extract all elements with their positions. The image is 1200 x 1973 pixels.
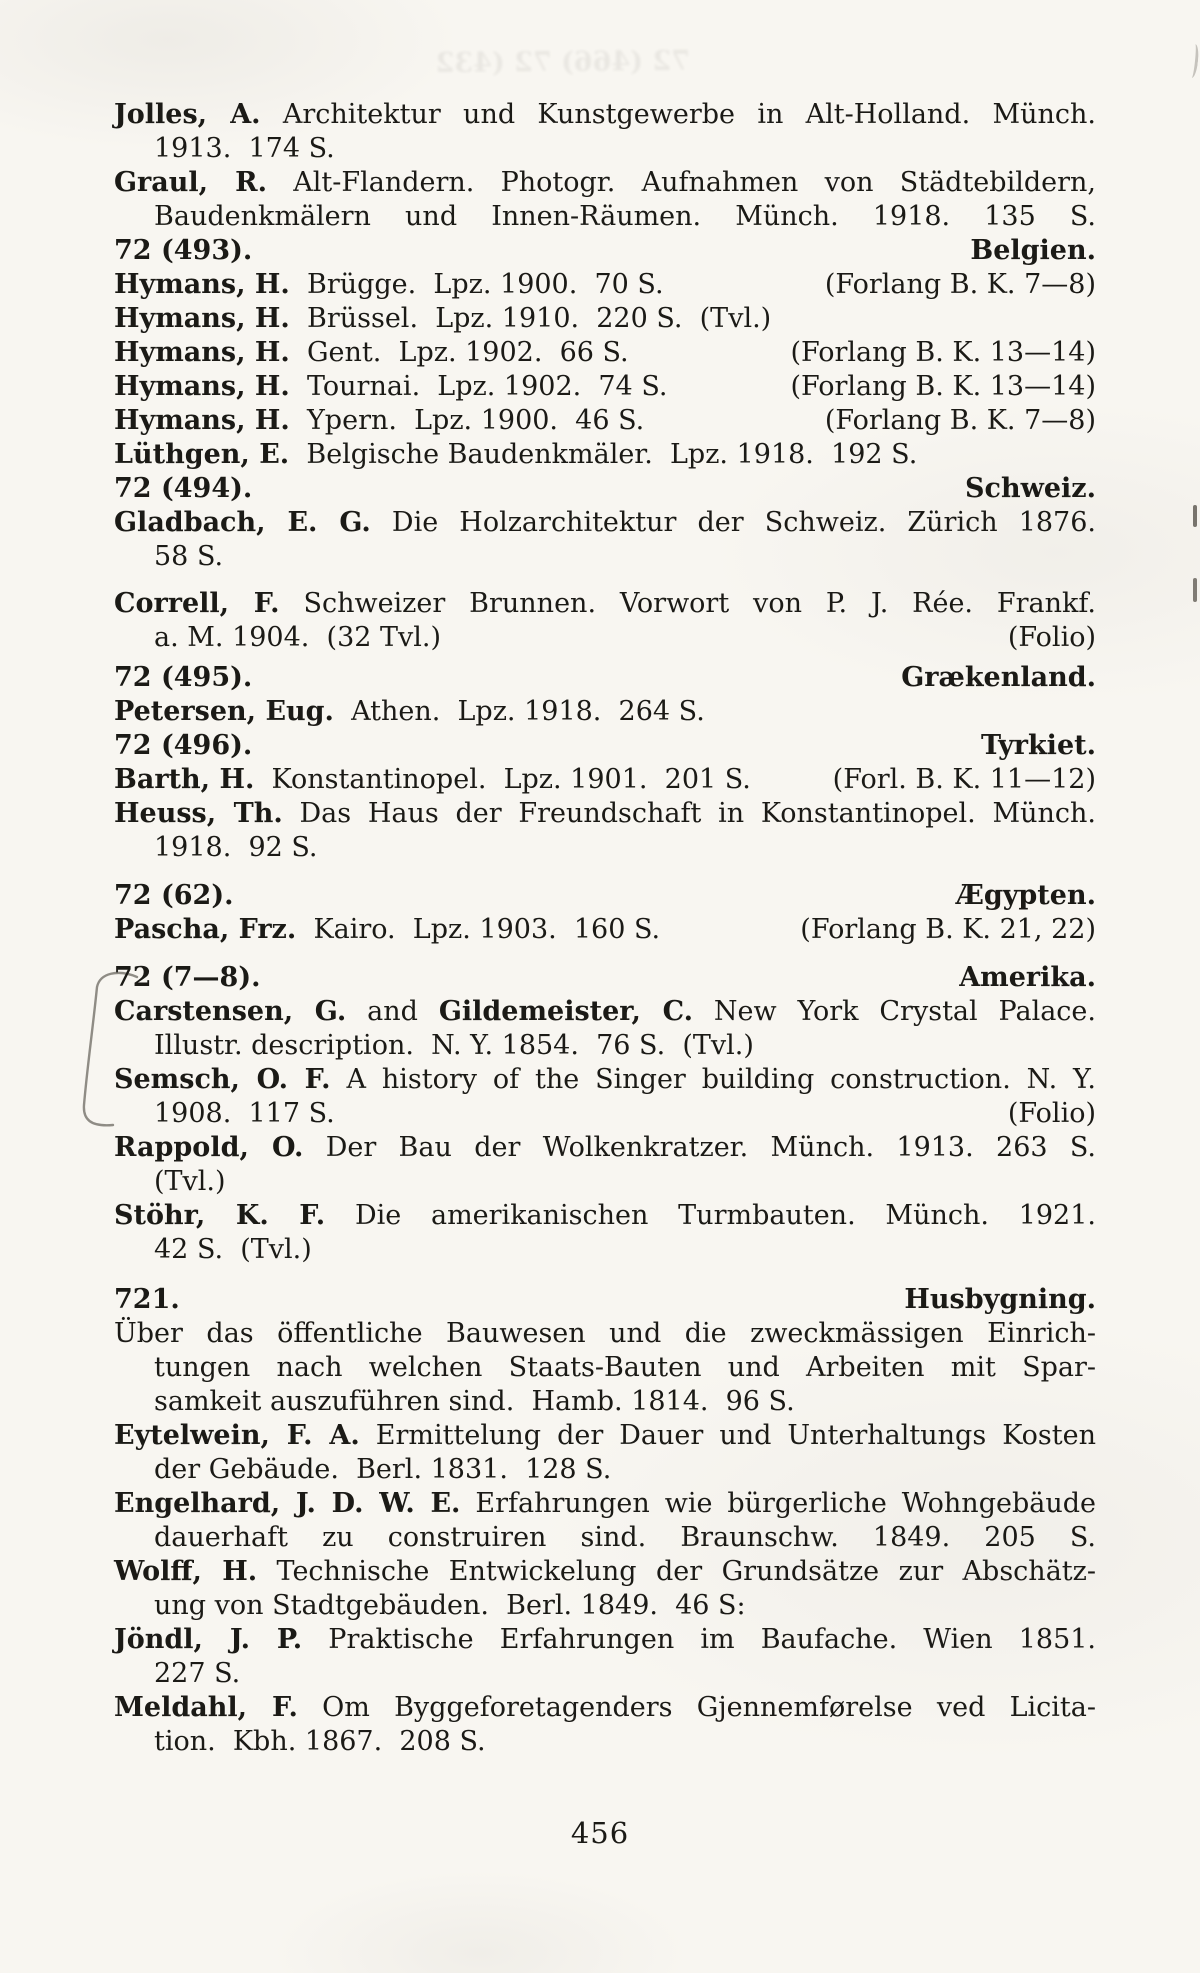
entry-line: [114, 1521, 1096, 1555]
page-number: 456: [570, 1816, 630, 1850]
entry-line: [114, 1317, 1096, 1351]
entry-line: [114, 1029, 1096, 1063]
reference-note: (Forlang B. K. 21, 22): [800, 914, 1096, 945]
entry-text: dauerhaft zu construiren sind. Braunschw. 1849. 205 S.: [154, 1522, 1096, 1553]
entry-line: [114, 98, 1096, 132]
line-left: [114, 336, 629, 370]
line-left: [114, 268, 664, 302]
section-region: Amerika.: [959, 962, 1096, 993]
entry-text: Om Byggeforetagenders Gjennemførelse ved Licita-: [297, 1692, 1096, 1723]
entry-text: Alt-Flandern. Photogr. Aufnahmen von Städtebildern,: [266, 167, 1096, 198]
author-name: Meldahl, F.: [114, 1692, 298, 1723]
entry-text: 42 S. (Tvl.): [154, 1234, 312, 1265]
section-region: Schweiz.: [965, 473, 1096, 504]
scan-edge-artifact: [1193, 505, 1197, 527]
line-left: [114, 763, 751, 797]
entry-text: Der Bau der Wolkenkratzer. Münch. 1913. 263 S.: [303, 1132, 1097, 1163]
section-region: Belgien.: [970, 235, 1096, 266]
author-name: Stöhr, K. F.: [114, 1200, 326, 1231]
entry-text: 58 S.: [154, 541, 224, 572]
entry-line: [114, 1623, 1096, 1657]
entry-text: Ermittelung der Dauer und Unterhaltungs Kosten: [359, 1420, 1096, 1451]
entry-text: Die Holzarchitektur der Schweiz. Zürich 1876.: [370, 507, 1096, 538]
author-name: Jolles, A.: [114, 99, 261, 130]
entry-line: [114, 1131, 1096, 1165]
entry-line: [114, 268, 1096, 302]
author-name: Gladbach, E. G.: [114, 507, 371, 538]
entry-line: [114, 1657, 1096, 1691]
line-left: [114, 913, 660, 947]
entry-line: [114, 1063, 1096, 1097]
entry-text: Tournai. Lpz. 1902. 74 S.: [289, 371, 668, 402]
entry-line: [114, 166, 1096, 200]
reference-note: (Forlang B. K. 13—14): [790, 371, 1096, 402]
entry-line: [114, 336, 1096, 370]
author-name: Lüthgen, E.: [114, 439, 290, 470]
entry-text: der Gebäude. Berl. 1831. 128 S.: [154, 1454, 612, 1485]
reference-note: (Folio): [1007, 1098, 1096, 1129]
entry-line: [114, 621, 1096, 655]
section-heading-line: [114, 1283, 1096, 1317]
section-number: 72 (494).: [114, 473, 253, 504]
author-name: Eytelwein, F. A.: [114, 1420, 360, 1451]
entry-line: [114, 132, 1096, 166]
line-left: [114, 404, 644, 438]
line-left: [114, 234, 252, 268]
section-number: 72 (493).: [114, 235, 253, 266]
author-name: Jöndl, J. P.: [114, 1624, 303, 1655]
entry-text: Brügge. Lpz. 1900. 70 S.: [289, 269, 664, 300]
author-name: Correll, F.: [114, 588, 280, 619]
entry-line: [114, 763, 1096, 797]
line-left: [114, 472, 252, 506]
line-left: [114, 961, 261, 995]
section-region: Tyrkiet.: [980, 730, 1096, 761]
entry-text: Brüssel. Lpz. 1910. 220 S. (Tvl.): [289, 303, 772, 334]
entry-line: [114, 1233, 1096, 1267]
line-left: [114, 879, 234, 913]
section-number: 72 (7—8).: [114, 962, 261, 993]
entry-text: Architektur und Kunstgewerbe in Alt-Holland. Münch.: [260, 99, 1097, 130]
scan-edge-artifact: [1187, 44, 1200, 79]
entry-text: New York Crystal Palace.: [693, 996, 1096, 1027]
section-region: Grækenland.: [901, 662, 1096, 693]
author-name: Heuss, Th.: [114, 798, 283, 829]
entry-line: [114, 1165, 1096, 1199]
entry-text: A history of the Singer building construction. N. Y.: [330, 1064, 1096, 1095]
author-name: Hymans, H.: [114, 405, 290, 436]
section-number: 72 (62).: [114, 880, 234, 911]
entry-text: Belgische Baudenkmäler. Lpz. 1918. 192 S.: [289, 439, 918, 470]
section-number: 721.: [114, 1284, 180, 1315]
entry-line: [114, 1555, 1096, 1589]
text-lines: [114, 98, 1096, 1759]
entry-line: [114, 370, 1096, 404]
entry-line: [114, 1385, 1096, 1419]
entry-text: Praktische Erfahrungen im Baufache. Wien 1851.: [302, 1624, 1097, 1655]
author-name: Wolff, H.: [114, 1556, 258, 1587]
entry-line: [114, 1453, 1096, 1487]
entry-line: [114, 200, 1096, 234]
entry-line: [114, 1589, 1096, 1623]
entry-text: Kairo. Lpz. 1903. 160 S.: [296, 914, 661, 945]
section-heading-line: [114, 661, 1096, 695]
entry-text: ung von Stadtgebäuden. Berl. 1849. 46 S:: [154, 1590, 746, 1621]
entry-text: Die amerikanischen Turmbauten. Münch. 1921.: [325, 1200, 1096, 1231]
entry-line: [114, 695, 1096, 729]
entry-line: [114, 1487, 1096, 1521]
entry-text: samkeit auszuführen sind. Hamb. 1814. 96 S.: [154, 1386, 795, 1417]
section-region: Ægypten.: [955, 880, 1096, 911]
author-name: Semsch, O. F.: [114, 1064, 331, 1095]
entry-line: [114, 1419, 1096, 1453]
section-number: 72 (496).: [114, 730, 253, 761]
entry-line: [114, 831, 1096, 865]
entry-text: Illustr. description. N. Y. 1854. 76 S. (Tvl.): [154, 1030, 754, 1061]
entry-text: Schweizer Brunnen. Vorwort von P. J. Rée. Frankf.: [279, 588, 1096, 619]
entry-line: [114, 587, 1096, 621]
entry-text: a. M. 1904. (32 Tvl.): [154, 622, 442, 653]
author-name: Barth, H.: [114, 764, 255, 795]
entry-text: and: [346, 996, 439, 1027]
entry-text: Erfahrungen wie bürgerliche Wohngebäude: [460, 1488, 1096, 1519]
author-name: Petersen, Eug.: [114, 696, 334, 727]
author-name: Graul, R.: [114, 167, 267, 198]
reference-note: (Forlang B. K. 7—8): [824, 405, 1096, 436]
author-name: Hymans, H.: [114, 269, 290, 300]
section-region: Husbygning.: [904, 1284, 1096, 1315]
bleed-through-artifact: 72 (466) 72 (432: [435, 45, 691, 79]
section-heading-line: [114, 234, 1096, 268]
entry-text: Technische Entwickelung der Grundsätze zur Abschätz-: [257, 1556, 1096, 1587]
entry-line: [114, 438, 1096, 472]
author-name: Rappold, O.: [114, 1132, 304, 1163]
author-name: Pascha, Frz.: [114, 914, 297, 945]
entry-line: [114, 995, 1096, 1029]
entry-text: Konstantinopel. Lpz. 1901. 201 S.: [254, 764, 751, 795]
author-name: Carstensen, G.: [114, 996, 347, 1027]
line-left: [114, 1283, 180, 1317]
entry-line: [114, 302, 1096, 336]
author-name: Hymans, H.: [114, 337, 290, 368]
reference-note: (Forlang B. K. 7—8): [824, 269, 1096, 300]
entry-text: Über das öffentliche Bauwesen und die zweckmässigen Einrich-: [114, 1318, 1096, 1349]
entry-line: [114, 1691, 1096, 1725]
section-heading-line: [114, 472, 1096, 506]
entry-line: [114, 913, 1096, 947]
entry-text: 227 S.: [154, 1658, 241, 1689]
entry-text: Ypern. Lpz. 1900. 46 S.: [289, 405, 645, 436]
entry-line: [114, 1351, 1096, 1385]
entry-text: Athen. Lpz. 1918. 264 S.: [333, 696, 705, 727]
entry-text: 1913. 174 S.: [154, 133, 335, 164]
author-name: Hymans, H.: [114, 371, 290, 402]
entry-line: [114, 797, 1096, 831]
reference-note: (Folio): [1007, 622, 1096, 653]
author-name: Hymans, H.: [114, 303, 290, 334]
text-block: [114, 98, 1096, 1759]
entry-text: Das Haus der Freundschaft in Konstantinopel. Münch.: [282, 798, 1096, 829]
line-left: [154, 621, 441, 655]
section-heading-line: [114, 729, 1096, 763]
author-name: Engelhard, J. D. W. E.: [114, 1488, 461, 1519]
entry-line: [114, 1199, 1096, 1233]
entry-text: (Tvl.): [154, 1166, 226, 1197]
entry-text: tion. Kbh. 1867. 208 S.: [154, 1726, 486, 1757]
line-left: [114, 370, 667, 404]
section-heading-line: [114, 961, 1096, 995]
entry-text: 1908. 117 S.: [154, 1098, 335, 1129]
section-number: 72 (495).: [114, 662, 253, 693]
entry-line: [114, 540, 1096, 574]
line-left: [114, 729, 252, 763]
scan-edge-artifact: [1193, 578, 1197, 602]
entry-text: Gent. Lpz. 1902. 66 S.: [289, 337, 629, 368]
section-heading-line: [114, 879, 1096, 913]
entry-text: Baudenkmälern und Innen-Räumen. Münch. 1918. 135 S.: [154, 201, 1096, 232]
entry-text: 1918. 92 S.: [154, 832, 318, 863]
entry-line: [114, 404, 1096, 438]
reference-note: (Forl. B. K. 11—12): [832, 764, 1096, 795]
author-name: Gildemeister, C.: [438, 996, 694, 1027]
entry-line: [114, 506, 1096, 540]
reference-note: (Forlang B. K. 13—14): [790, 337, 1096, 368]
entry-text: tungen nach welchen Staats-Bauten und Arbeiten mit Spar-: [154, 1352, 1096, 1383]
line-left: [154, 1097, 335, 1131]
line-left: [114, 661, 252, 695]
entry-line: [114, 1725, 1096, 1759]
entry-line: [114, 1097, 1096, 1131]
